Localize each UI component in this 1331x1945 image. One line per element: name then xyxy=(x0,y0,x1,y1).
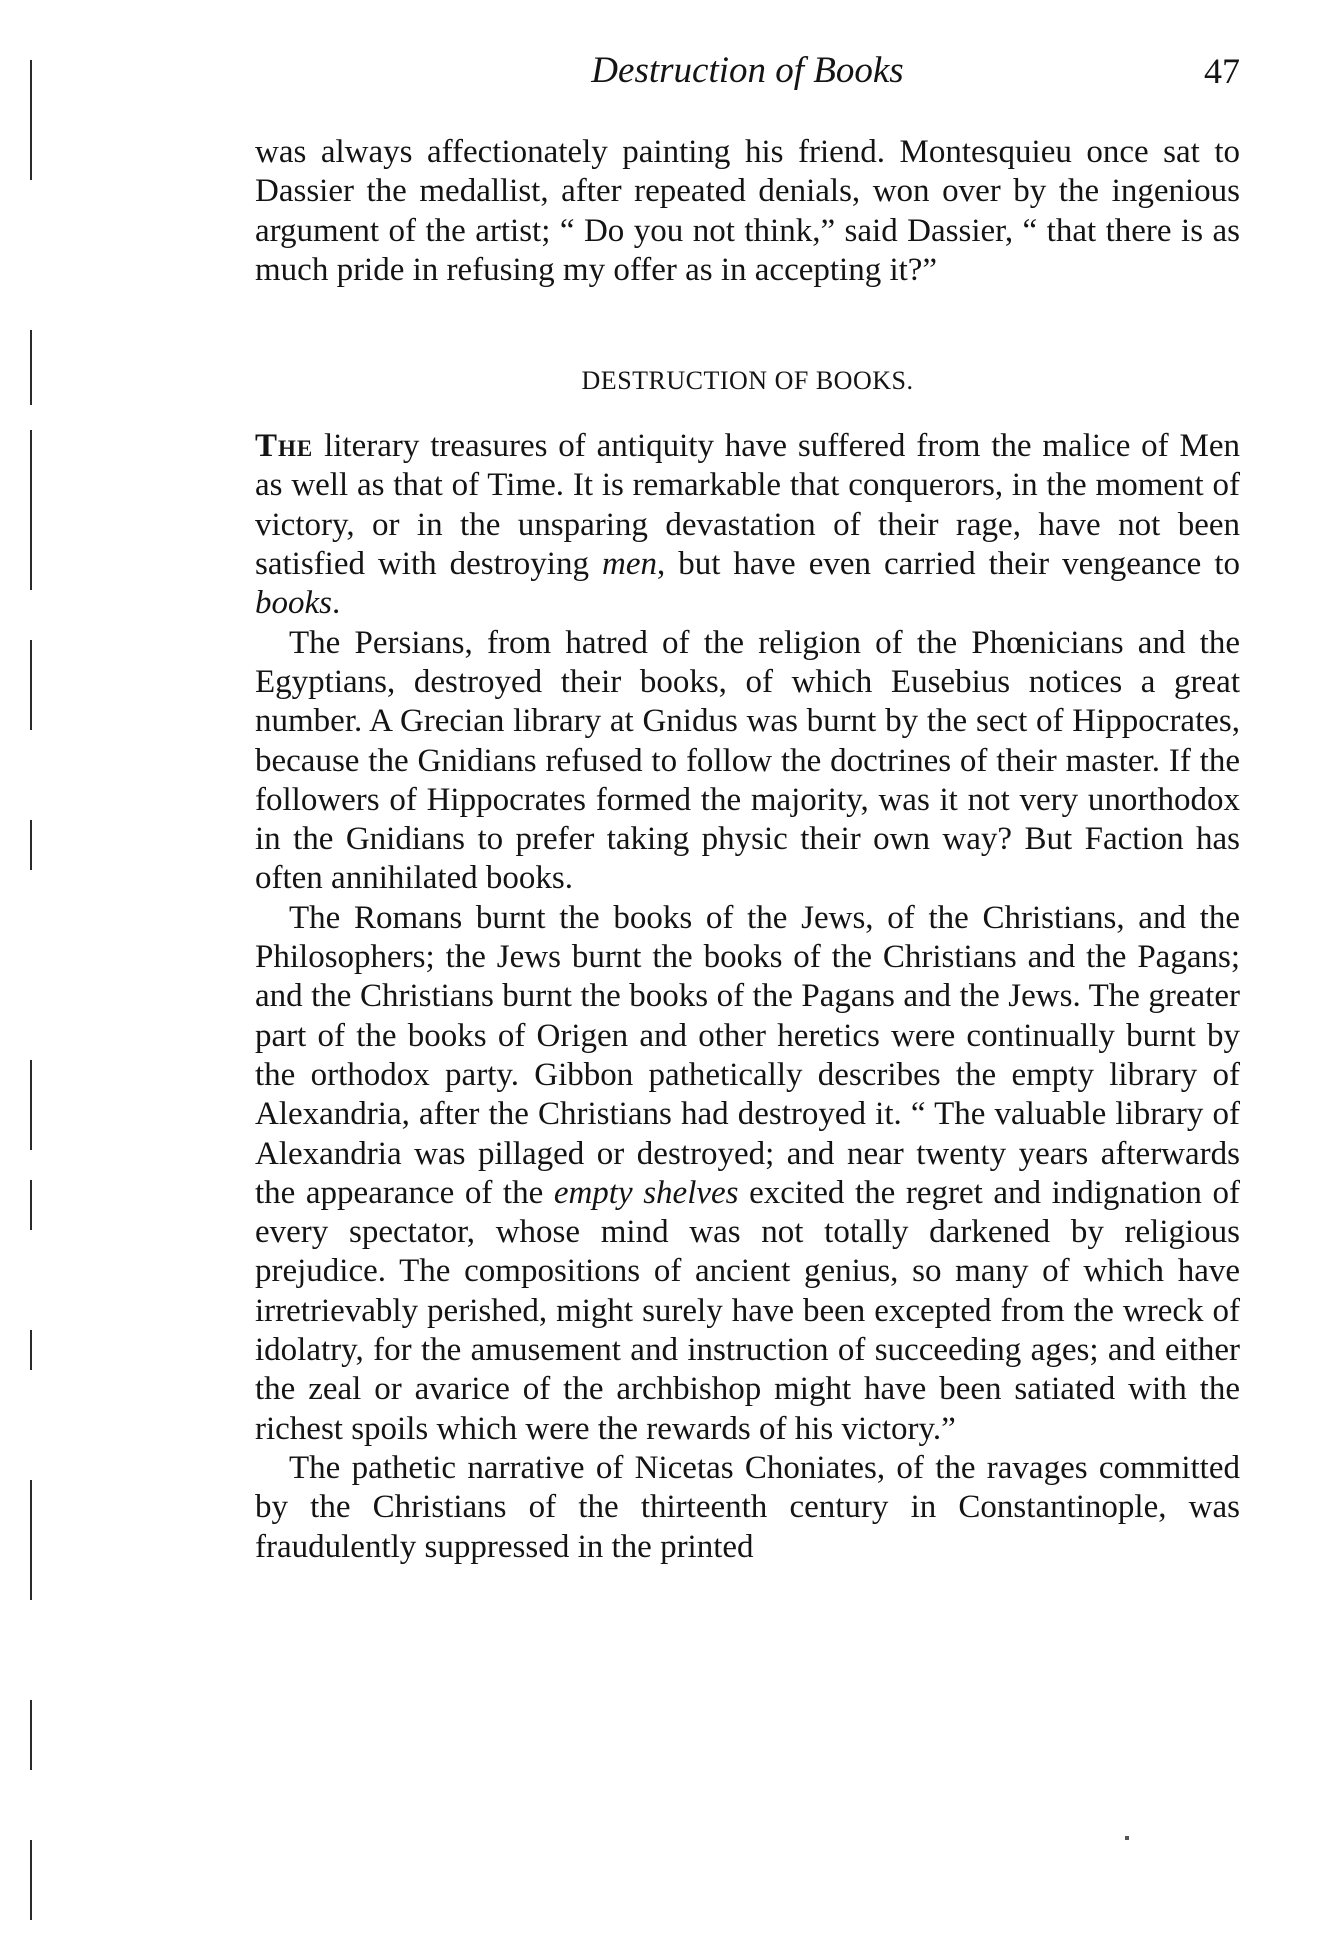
para3-text-a: The Romans burnt the books of the Jews, of the Christians, and the Philosophers; the Jews burnt the books of the Christians and the Pagans; and the Christians burnt the books of the Pagans and the Jews. The greater part of the books of Origen and other heretics were continually burnt by the orthodox party. Gibbon pathetically describes the empty library of Alexandria, after the Christians had destroyed it. “ The valuable library of Alexandria was pillaged or destroyed; and near twenty years afterwards the appearance of the xyxy=(255,899,1240,1211)
paragraph-4: The pathetic narrative of Nicetas Choniates, of the ravages committed by the Christians of the thirteenth century in Constantinople, was fraudulently suppressed in the printed xyxy=(255,1449,1240,1565)
emphasis-men: men xyxy=(601,546,657,583)
lead-word: The xyxy=(255,428,314,465)
section-heading: DESTRUCTION OF BOOKS. xyxy=(581,366,914,396)
page-edge-marks xyxy=(30,0,34,1945)
paragraph-2: The Persians, from hatred of the religion of the Phœnicians and the Egyptians, destroyed their books, of which Eusebius notices a great number. A Grecian library at Gnidus was burnt by the sect of Hippocrates, because the Gnidians refused to follow the doctrines of their master. If the followers of Hippocrates formed the majority, was it not very unorthodox in the Gnidians to prefer taking physic their own way? But Faction has often annihilated books. xyxy=(255,624,1240,897)
paragraph-1 xyxy=(255,427,1240,623)
para1-text-b: , but have even carried their vengeance to xyxy=(656,546,1240,583)
para1-text-c: . xyxy=(332,585,341,622)
page-number: 47 xyxy=(1204,51,1240,91)
emphasis-empty-shelves: empty shelves xyxy=(553,1174,739,1211)
running-title: Destruction of Books xyxy=(591,50,904,91)
ink-speck xyxy=(1125,1836,1129,1840)
para1-text-a: literary treasures of antiquity have suffered from the malice of Men as well as that of Time. It is remarkable that conquerors, in the moment of victory, or in the unsparing devastation of their rage, have not been satisfied with destroying xyxy=(255,428,1240,583)
emphasis-books: books xyxy=(255,585,332,622)
continued-paragraph: was always affectionately painting his friend. Montesquieu once sat to Dassier the medallist, after repeated denials, won over by the ingenious argument of the artist; “ Do you not think,” said Dassier, “ that there is as much pride in refusing my offer as in accepting it?” xyxy=(255,134,1240,288)
para3-text-b: excited the regret and indignation of every spectator, whose mind was not totally darkened by religious prejudice. The compositions of ancient genius, so many of which have irretrievably perished, might surely have been excepted from the wreck of idolatry, for the amusement and instruction of succeeding ages; and either the zeal or avarice of the archbishop might have been satiated with the richest spoils which were the rewards of his victory.” xyxy=(255,1174,1240,1447)
page-body xyxy=(255,133,1240,1567)
page-header xyxy=(255,48,1240,98)
paragraph-3 xyxy=(255,899,1240,1449)
